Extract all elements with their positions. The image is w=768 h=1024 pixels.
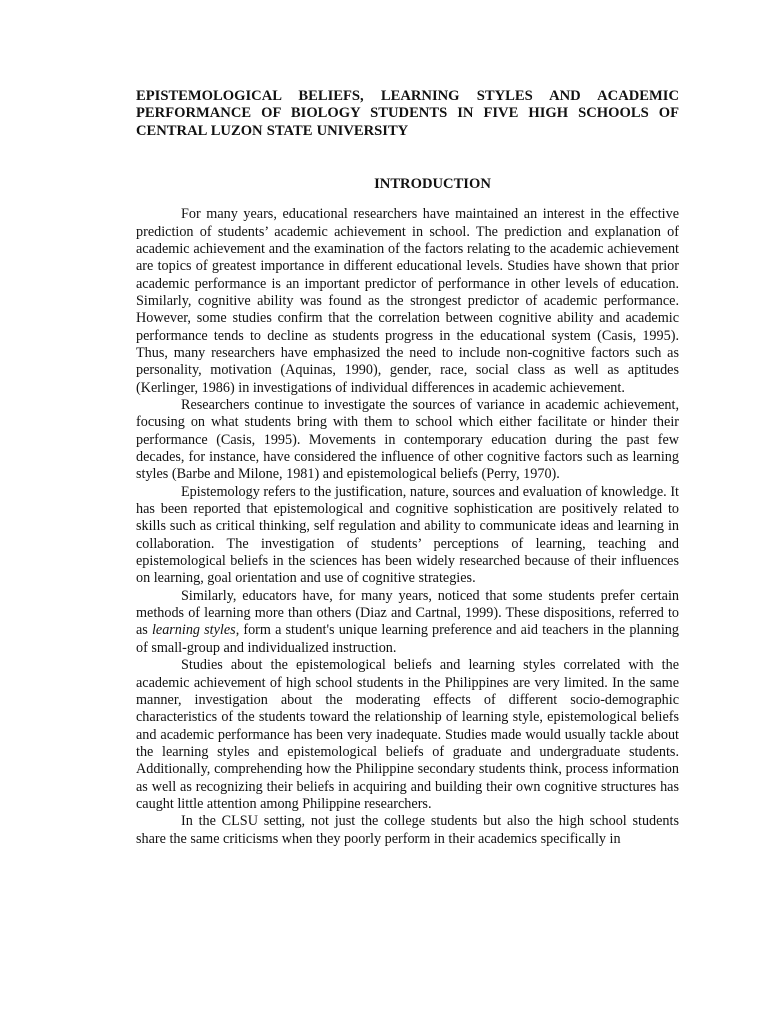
paragraph-4-emphasis: learning styles (151, 622, 236, 639)
paragraph-4 (136, 588, 679, 657)
paragraph-5: Studies about the epistemological beliefs and learning styles correlated with the academic achievement of high school students in the Philippines are very limited. In the same manner, investigation about the moderating effects of different socio-demographic characteristics of the students toward the relationship of learning style, epistemological beliefs and academic performance has been very inadequate. Studies made would usually tackle about the learning styles and epistemological beliefs of graduate and undergraduate students. Additionally, comprehending how the Philippine secondary students think, process information as well as recognizing their beliefs in acquiring and building their own cognitive structures has caught little attention among Philippine researchers. (136, 657, 679, 812)
paragraph-6: In the CLSU setting, not just the college students but also the high school students share the same criticisms when they poorly perform in their academics specifically in (136, 813, 679, 847)
document-page (136, 88, 679, 848)
paper-title: EPISTEMOLOGICAL BELIEFS, LEARNING STYLES AND ACADEMIC PERFORMANCE OF BIOLOGY STUDENTS IN FIVE HIGH SCHOOLS OF CENTRAL LUZON STATE UNIVERSITY (136, 88, 679, 139)
paragraph-4-text-b: , form a student's unique learning preference and aid teachers in the planning of small-group and individualized instruction. (136, 622, 679, 656)
paragraph-4-text-a: Similarly, educators have, for many years, noticed that some students prefer certain methods of learning more than others (Diaz and Cartnal, 1999). These dispositions, referred to as (136, 587, 679, 639)
paragraph-3: Epistemology refers to the justification, nature, sources and evaluation of knowledge. It has been reported that epistemological and cognitive sophistication are positively related to skills such as critical thinking, self regulation and ability to communicate ideas and learning in collaboration. The investigation of students’ perceptions of learning, teaching and epistemological beliefs in the sciences has been widely researched because of their influences on learning, goal orientation and use of cognitive strategies. (136, 483, 679, 587)
paragraph-2: Researchers continue to investigate the sources of variance in academic achievement, focusing on what students bring with them to school which either facilitate or hinder their performance (Casis, 1995). Movements in contemporary education during the past few decades, for instance, have considered the influence of other cognitive factors such as learning styles (Barbe and Milone, 1981) and epistemological beliefs (Perry, 1970). (136, 397, 679, 483)
section-heading: INTRODUCTION (374, 176, 491, 193)
paragraph-1: For many years, educational researchers have maintained an interest in the effective prediction of students’ academic achievement in school. The prediction and explanation of academic achievement and the examination of the factors relating to the academic achievement are topics of greatest importance in different educational levels. Studies have shown that prior academic performance is an important predictor of performance in other levels of education. Similarly, cognitive ability was found as the strongest predictor of academic performance. However, some studies confirm that the correlation between cognitive ability and academic performance tends to decline as students progress in the educational system (Casis, 1995). Thus, many researchers have emphasized the need to include non-cognitive factors such as personality, motivation (Aquinas, 1990), gender, race, social class as well as aptitudes (Kerlinger, 1986) in investigations of individual differences in academic achievement. (136, 206, 679, 396)
